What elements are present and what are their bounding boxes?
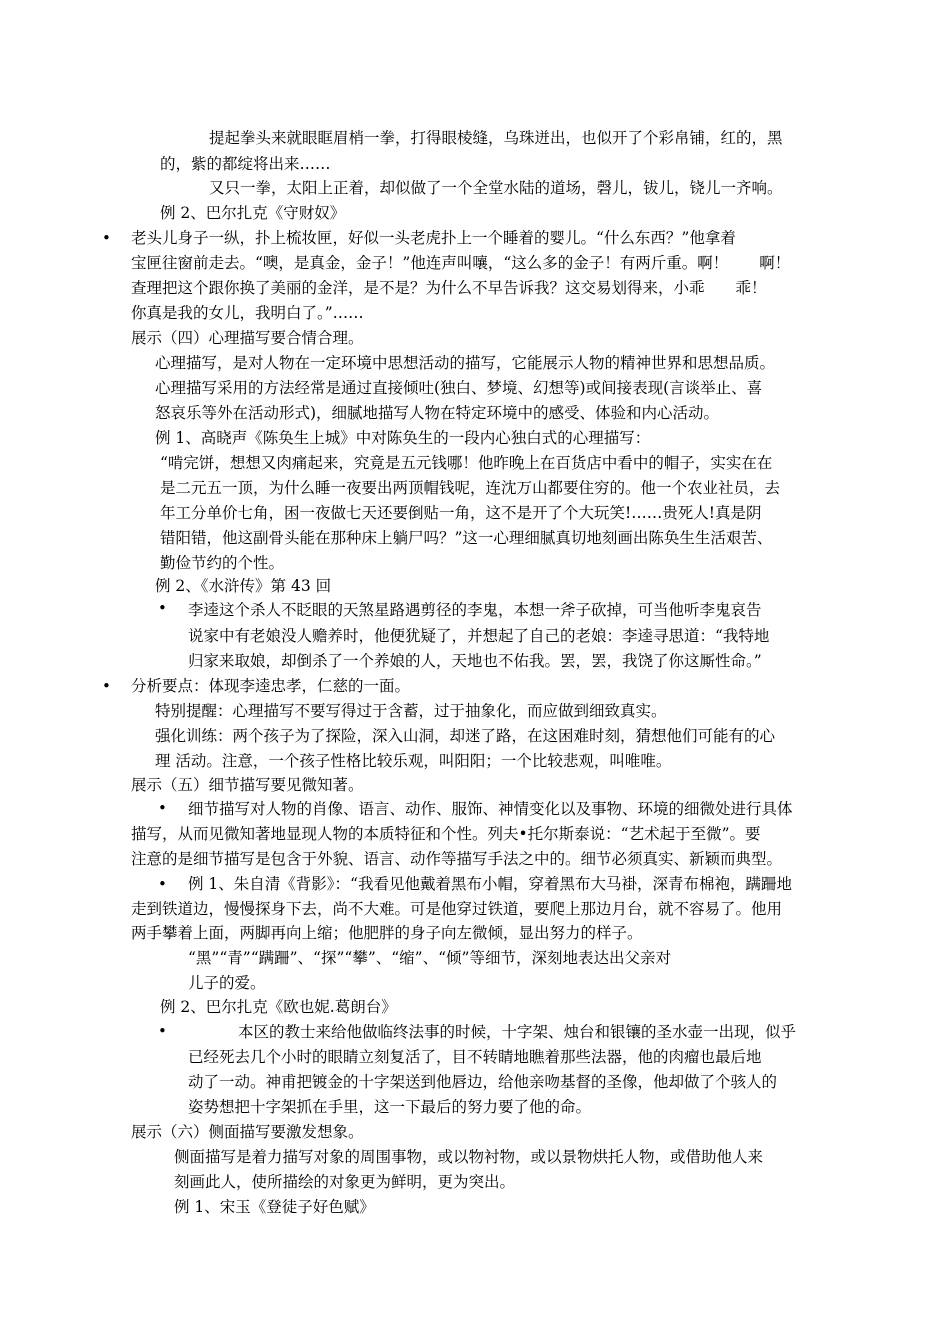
text-line: 例 2、巴尔扎克《守财奴》 xyxy=(160,204,346,222)
text-line: 又只一拳，太阳上正着，却似做了一个全堂水陆的道场，磬儿，钹儿，铙儿一齐响。 xyxy=(209,179,783,197)
text-line: 宝匣往窗前走去。“噢，是真金，金子！”他连声叫嚷，“这么多的金子！有两斤重。啊！ 啊！ xyxy=(131,254,791,272)
text-line: 你真是我的女儿，我明白了。”…… xyxy=(131,304,364,322)
text-line: 是二元五一顶，为什么睡一夜要出两顶帽钱呢，连沈万山都要住穷的。他一个农业社员，去 xyxy=(160,479,781,497)
text-line: 本区的教士来给他做临终法事的时候，十字架、烛台和银镶的圣水壶一出现，似乎 xyxy=(238,1023,797,1041)
text-line: 李逵这个杀人不眨眼的天煞星路遇剪径的李鬼，本想一斧子砍掉，可当他听李鬼哀告 xyxy=(188,601,762,619)
text-line: 侧面描写是着力描写对象的周围事物，或以物衬物，或以景物烘托人物，或借助他人来 xyxy=(174,1148,764,1166)
text-line: 勤俭节约的个性。 xyxy=(160,554,285,572)
text-line: 错阳错，他这副骨头能在那种床上躺尸吗？”这一心理细腻真切地刻画出陈奂生生活艰苦、 xyxy=(160,529,773,547)
bullet-marker: • xyxy=(102,229,111,247)
section-heading: 展示（五）细节描写要见微知著。 xyxy=(131,776,364,794)
bullet-marker: • xyxy=(158,799,167,817)
text-line: 怒哀乐等外在活动形式)，细腻地描写人物在特定环境中的感受、体验和内心活动。 xyxy=(155,404,720,422)
text-line: 已经死去几个小时的眼睛立刻复活了，目不转睛地瞧着那些法器，他的肉瘤也最后地 xyxy=(188,1048,762,1066)
text-line: 刻画此人，使所描绘的对象更为鲜明，更为突出。 xyxy=(174,1173,516,1191)
example-heading: 例 1、宋玉《登徒子好色赋》 xyxy=(174,1198,375,1216)
bullet-marker: • xyxy=(158,599,167,617)
text-line: 归家来取娘，却倒杀了一个养娘的人，天地也不佑我。罢，罢，我饶了你这厮性命。” xyxy=(188,652,762,670)
text-line: “黑”“青”“蹒跚”、“探”“攀”、“缩”、“倾”等细节，深刻地表达出父亲对 xyxy=(188,949,671,967)
text-line: 分析要点：体现李逵忠孝，仁慈的一面。 xyxy=(131,677,411,695)
text-line: 强化训练：两个孩子为了探险，深入山洞，却迷了路，在这困难时刻，猜想他们可能有的心 xyxy=(155,727,776,745)
text-line: 的，紫的都绽将出来…… xyxy=(160,155,331,173)
bullet-marker: • xyxy=(158,1022,167,1040)
example-heading: 例 2、巴尔扎克《欧也妮.葛朗台》 xyxy=(160,998,397,1016)
text-line: 说家中有老娘没人赡养时，他便犹疑了，并想起了自己的老娘：李逵寻思道：“我特地 xyxy=(188,627,770,645)
example-heading: 例 2、《水浒传》第 43 回 xyxy=(155,577,332,595)
section-heading: 展示（六）侧面描写要激发想象。 xyxy=(131,1123,364,1141)
text-line: 查理把这个跟你换了美丽的金洋，是不是？为什么不早告诉我？这交易划得来，小乖 乖！ xyxy=(131,279,767,297)
text-line: 理 活动。注意，一个孩子性格比较乐观，叫阳阳；一个比较悲观，叫唯唯。 xyxy=(155,752,672,770)
text-line: 心理描写，是对人物在一定环境中思想活动的描写，它能展示人物的精神世界和思想品质。 xyxy=(155,354,776,372)
text-line: 描写，从而见微知著地显现人物的本质特征和个性。列夫•托尔斯泰说：“艺术起于至微”。要 xyxy=(131,825,761,843)
section-heading: 展示（四）心理描写要合情合理。 xyxy=(131,329,364,347)
text-line: 两手攀着上面，两脚再向上缩；他肥胖的身子向左微倾，显出努力的样子。 xyxy=(131,924,643,942)
text-line: 例 1、朱自清《背影》：“我看见他戴着黑布小帽，穿着黑布大马褂，深青布棉袍，蹒跚地 xyxy=(188,875,792,893)
text-line: “啃完饼，想想又肉痛起来，究竟是五元钱哪！他昨晚上在百货店中看中的帽子，实实在在 xyxy=(160,454,773,472)
text-line: 走到铁道边，慢慢探身下去，尚不大难。可是他穿过铁道，要爬上那边月台，就不容易了。他用 xyxy=(131,900,783,918)
example-heading: 例 1、高晓声《陈奂生上城》中对陈奂生的一段内心独白式的心理描写： xyxy=(155,429,651,447)
bullet-marker: • xyxy=(102,677,111,695)
text-line: 年工分单价七角，困一夜做七天还要倒贴一角，这不是开了个大玩笑!……贵死人!真是阴 xyxy=(160,504,762,522)
text-line: 提起拳头来就眼眶眉梢一拳，打得眼棱缝，乌珠迸出，也似开了个彩帛铺，红的，黑 xyxy=(209,129,783,147)
text-line: 注意的是细节描写是包含于外貌、语言、动作等描写手法之中的。细节必须真实、新颖而典型。 xyxy=(131,850,783,868)
text-line: 细节描写对人物的肖像、语言、动作、服饰、神情变化以及事物、环境的细微处进行具体 xyxy=(188,800,793,818)
text-line: 特别提醒：心理描写不要写得过于含蓄，过于抽象化，而应做到细致真实。 xyxy=(155,702,667,720)
text-line: 老头儿身子一纵，扑上梳妆匣，好似一头老虎扑上一个睡着的婴儿。“什么东西？”他拿着 xyxy=(131,229,736,247)
text-line: 儿子的爱。 xyxy=(188,974,266,992)
text-line: 姿势想把十字架抓在手里，这一下最后的努力要了他的命。 xyxy=(188,1098,592,1116)
bullet-marker: • xyxy=(158,875,167,893)
text-line: 心理描写采用的方法经常是通过直接倾吐(独白、梦境、幻想等)或间接表现(言谈举止、喜 xyxy=(155,379,763,397)
text-line: 动了一动。神甫把镀金的十字架送到他唇边，给他亲吻基督的圣像，他却做了个骇人的 xyxy=(188,1073,778,1091)
